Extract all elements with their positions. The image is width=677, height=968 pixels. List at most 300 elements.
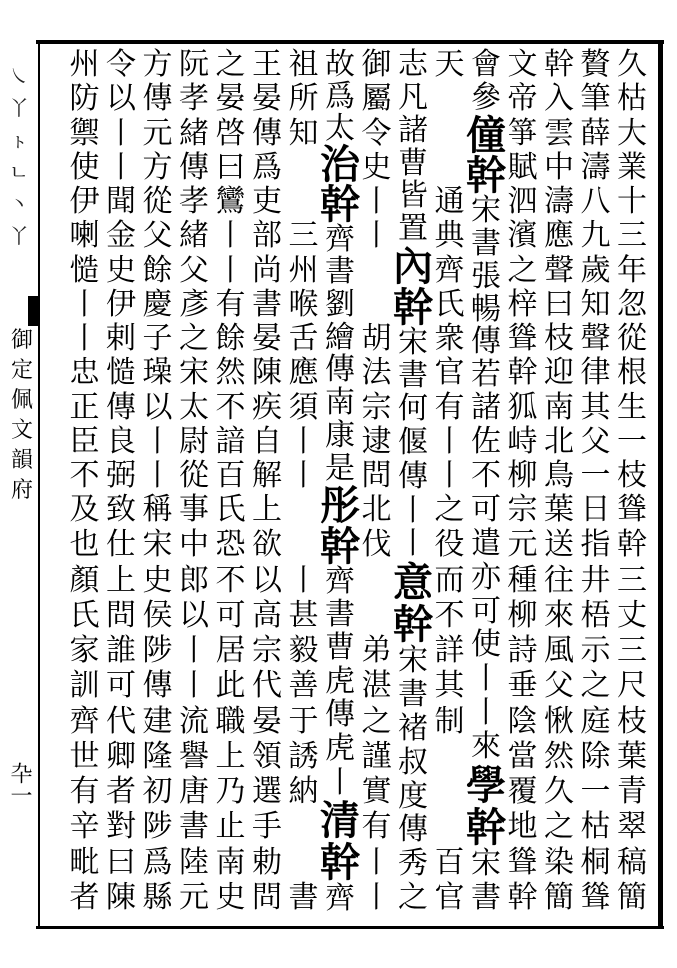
frame-top-rule	[36, 40, 664, 44]
text-char: 陟	[142, 633, 173, 669]
text-char: 之	[580, 668, 611, 704]
text-char: 臣	[69, 423, 100, 459]
text-char: 書	[471, 880, 501, 916]
text-column	[284, 47, 324, 918]
text-char: 郎	[179, 562, 209, 598]
text-char: 可	[215, 597, 246, 633]
text-char: 問	[361, 458, 392, 493]
text-char: 褚	[398, 710, 428, 746]
text-char: 職	[215, 703, 246, 739]
text-char: 璪	[142, 355, 173, 391]
text-char: 丨	[142, 423, 173, 459]
text-char: 從	[142, 184, 173, 219]
text-char: 使	[69, 149, 100, 185]
text-char: 青	[617, 774, 647, 810]
text-char	[357, 566, 397, 601]
text-char: 幹	[507, 355, 538, 391]
edge-glyph: 丶	[9, 192, 29, 216]
edge-glyph: 丫	[9, 96, 29, 120]
text-char: 聲	[580, 321, 611, 356]
text-char: 諸	[471, 390, 501, 426]
text-char: 葉	[617, 738, 647, 774]
text-char: 生	[617, 389, 647, 425]
text-char: 納	[288, 774, 319, 810]
text-char: 法	[361, 355, 392, 391]
text-char: 可	[471, 491, 501, 527]
text-char: 南	[325, 385, 355, 421]
text-char: 一	[580, 458, 611, 493]
text-char: 傳	[325, 697, 355, 733]
text-char	[284, 153, 324, 187]
text-char: 狐	[507, 389, 538, 425]
text-char: 須	[288, 389, 319, 425]
text-char: 以	[106, 81, 136, 117]
headword-char: 意	[393, 559, 433, 607]
text-char: 虎	[325, 730, 355, 766]
text-char: 是	[325, 450, 355, 486]
text-char: 枯	[580, 809, 611, 845]
text-char: 參	[471, 79, 501, 115]
text-char: 宋	[398, 643, 428, 679]
text-char: 書	[179, 809, 209, 845]
text-char: 爲	[252, 149, 282, 185]
text-char: 覆	[507, 774, 538, 810]
text-char: 忽	[617, 286, 647, 322]
text-column	[576, 47, 616, 918]
text-char: 役	[434, 527, 465, 563]
text-char: 齊	[325, 222, 355, 258]
text-char: 剌	[106, 321, 136, 356]
text-char: 丨	[361, 218, 392, 254]
text-char: 祖	[288, 47, 319, 82]
frame-bottom-rule	[36, 926, 664, 929]
text-char: 宋	[179, 355, 209, 391]
text-char: 孝	[179, 81, 209, 117]
text-char: 丨	[215, 218, 246, 254]
edge-glyph: 丫	[9, 224, 29, 248]
text-char: 暢	[471, 291, 501, 327]
text-char: 鸞	[215, 184, 246, 219]
edge-glyph: ㇳ	[9, 128, 29, 152]
text-char: 齊	[434, 252, 465, 288]
text-char: 枯	[617, 81, 647, 117]
text-char: 甚	[288, 597, 319, 633]
text-char: 慶	[142, 286, 173, 322]
text-char	[284, 812, 324, 847]
text-char: 幹	[544, 47, 574, 82]
text-char: 曹	[398, 145, 428, 181]
text-char: 選	[252, 774, 282, 810]
text-char	[430, 84, 470, 118]
text-char: 丨	[434, 423, 465, 459]
text-char: 一	[617, 423, 647, 459]
text-char: 實	[361, 774, 392, 810]
text-char: 當	[507, 738, 538, 774]
text-char: 舌	[288, 321, 319, 356]
text-char: 來	[471, 729, 501, 765]
text-char: 之	[215, 47, 246, 82]
text-char: 書	[398, 358, 428, 394]
text-char: 律	[580, 355, 611, 391]
text-char: 齊	[325, 881, 355, 917]
text-char: 致	[106, 492, 136, 528]
text-char: 晏	[252, 321, 282, 356]
text-char: 應	[544, 218, 574, 254]
text-char: 金	[106, 218, 136, 254]
text-column	[138, 47, 178, 918]
text-char: 箏	[507, 115, 538, 151]
text-char: 晏	[252, 703, 282, 739]
text-char: 爲	[142, 844, 173, 880]
text-char: 日	[580, 492, 611, 528]
text-char: 誰	[106, 633, 136, 669]
text-char	[430, 777, 470, 812]
text-char: 簡	[544, 879, 574, 915]
text-char: 元	[507, 527, 538, 563]
headword-char: 幹	[320, 522, 360, 570]
text-char: 示	[580, 633, 611, 669]
text-char: 帝	[507, 81, 538, 117]
text-char: 地	[507, 809, 538, 845]
headword-char: 治	[320, 141, 360, 189]
text-char: 陳	[252, 355, 282, 391]
text-char: 愀	[544, 703, 574, 739]
text-char: 之	[361, 703, 392, 739]
text-char: 胡	[361, 321, 392, 356]
text-char: 會	[471, 47, 501, 82]
text-char: 大	[617, 115, 647, 151]
text-char: 令	[361, 115, 392, 151]
text-char: 雲	[544, 115, 574, 151]
text-char: 伐	[361, 527, 392, 563]
text-char: 誘	[288, 738, 319, 774]
text-char: 繪	[325, 319, 355, 355]
text-char: 王	[252, 47, 282, 82]
text-char: 宋	[471, 846, 501, 882]
text-char: 氏	[69, 597, 100, 633]
text-char: 喇	[69, 218, 100, 254]
text-char: 部	[252, 218, 282, 254]
text-char: 傳	[471, 324, 501, 360]
text-char: 氏	[434, 286, 465, 322]
text-char: 丨	[361, 879, 392, 915]
margin-title-char: 府	[10, 478, 33, 503]
text-column	[430, 47, 470, 918]
text-char: 官	[434, 879, 465, 915]
margin-edge-glyphs	[4, 60, 34, 252]
text-char: 聳	[580, 879, 611, 915]
text-char: 官	[434, 355, 465, 391]
text-char: 吏	[252, 184, 282, 219]
text-char: 陸	[179, 844, 209, 880]
text-char: 父	[179, 252, 209, 288]
text-char: 此	[215, 668, 246, 704]
text-char: 風	[544, 633, 574, 669]
text-char: 丨	[361, 844, 392, 880]
text-char: 氏	[215, 492, 246, 528]
text-char: 丨	[106, 115, 136, 151]
text-char	[284, 530, 324, 565]
margin-title-char: 御	[10, 328, 33, 353]
text-char: 也	[69, 527, 100, 563]
text-char: 尺	[617, 668, 647, 704]
text-char: 張	[471, 258, 501, 294]
text-char: 丨	[361, 184, 392, 219]
text-char: 有	[434, 389, 465, 425]
text-char: 遣	[471, 525, 501, 561]
text-char: 書	[288, 879, 319, 915]
text-char: 染	[544, 844, 574, 880]
text-column	[466, 47, 506, 918]
text-char: 尚	[252, 252, 282, 288]
text-char: 所	[288, 81, 319, 117]
text-char: 顏	[69, 562, 100, 598]
text-char: 者	[69, 879, 100, 915]
text-char: 久	[617, 47, 647, 82]
text-char: 有	[69, 774, 100, 810]
text-char: 侯	[142, 597, 173, 633]
text-char: 訓	[69, 668, 100, 704]
text-column	[247, 47, 287, 918]
text-char: 方	[142, 149, 173, 185]
text-char: 伊	[69, 184, 100, 219]
text-char: 筆	[580, 81, 611, 117]
text-char: 州	[288, 252, 319, 288]
text-char: 丨	[69, 286, 100, 322]
text-column	[320, 47, 360, 918]
text-char: 疾	[252, 389, 282, 425]
text-char: 書	[471, 225, 501, 261]
text-char: 晏	[252, 81, 282, 117]
text-char: 元	[142, 115, 173, 151]
text-char: 濱	[507, 218, 538, 254]
text-char: 井	[580, 562, 611, 598]
headword-char: 內	[393, 243, 433, 291]
edge-glyph: ㄴ	[9, 160, 29, 184]
page-number: 卆一	[7, 762, 32, 806]
text-char: 其	[434, 668, 465, 704]
text-char: 伊	[106, 286, 136, 322]
text-column	[393, 47, 433, 918]
text-char: 梓	[507, 286, 538, 322]
text-char: 不	[215, 562, 246, 598]
text-char	[284, 848, 324, 883]
text-char: 庭	[580, 703, 611, 739]
text-char: 宗	[252, 633, 282, 669]
text-char: 曰	[106, 844, 136, 880]
text-column	[539, 47, 579, 918]
text-char: 緒	[179, 218, 209, 254]
text-char: 禦	[69, 115, 100, 151]
text-char: 尉	[179, 423, 209, 459]
text-char: 一	[580, 774, 611, 810]
text-char: 謹	[361, 738, 392, 774]
text-char: 善	[288, 668, 319, 704]
text-column	[174, 47, 214, 918]
text-char: 聳	[617, 492, 647, 528]
text-char: 故	[325, 47, 355, 82]
text-char: 者	[106, 774, 136, 810]
text-char: 送	[544, 527, 574, 563]
text-char: 父	[580, 423, 611, 459]
text-char: 志	[398, 47, 428, 82]
text-char: 北	[361, 492, 392, 528]
text-char: 逮	[361, 423, 392, 459]
text-char: 史	[215, 879, 246, 915]
frame-right-rule	[658, 40, 663, 929]
text-char: 史	[361, 149, 392, 185]
text-char: 齊	[69, 703, 100, 739]
text-char: 度	[398, 778, 428, 814]
text-char	[430, 153, 470, 187]
text-char: 鳥	[544, 458, 574, 493]
text-char: 陰	[507, 703, 538, 739]
text-char: 柳	[507, 458, 538, 493]
text-char: 曹	[325, 629, 355, 665]
text-char: 可	[106, 668, 136, 704]
text-char: 若	[471, 357, 501, 393]
text-char: 置	[398, 211, 428, 247]
text-char: 丨	[325, 764, 355, 800]
text-char: 唐	[179, 774, 209, 810]
text-char: 年	[617, 252, 647, 288]
text-char: 偃	[398, 424, 428, 460]
text-char: 上	[252, 492, 282, 528]
headword-char: 學	[466, 762, 506, 810]
text-char: 使	[471, 627, 501, 663]
text-char: 聳	[507, 321, 538, 356]
text-char: 傳	[142, 81, 173, 117]
text-char	[284, 495, 324, 530]
text-char: 辛	[69, 809, 100, 845]
text-char: 弼	[106, 458, 136, 493]
edge-glyph: ㇏	[9, 64, 29, 88]
text-char: 欲	[252, 527, 282, 563]
text-char: 根	[617, 355, 647, 391]
text-char: 領	[252, 738, 282, 774]
text-char: 書	[325, 254, 355, 290]
text-char: 忠	[69, 355, 100, 391]
text-char: 居	[215, 633, 246, 669]
text-char: 皆	[398, 178, 428, 214]
text-char: 止	[215, 809, 246, 845]
text-char: 凡	[398, 79, 428, 115]
text-char: 之	[434, 492, 465, 528]
text-char: 勅	[252, 844, 282, 880]
text-char: 乃	[215, 774, 246, 810]
text-char: 御	[361, 47, 392, 82]
text-char: 慥	[69, 252, 100, 288]
text-char: 宋	[471, 192, 501, 228]
text-char: 入	[544, 81, 574, 117]
text-char: 屬	[361, 81, 392, 117]
text-char: 百	[434, 844, 465, 880]
headword-char: 僮	[466, 111, 506, 159]
text-char: 初	[142, 774, 173, 810]
text-char: 餘	[142, 252, 173, 288]
margin-title-char: 佩	[10, 388, 33, 413]
text-char: 傳	[106, 389, 136, 425]
text-char: 有	[215, 286, 246, 322]
text-char: 不	[471, 458, 501, 494]
text-char: 指	[580, 527, 611, 563]
text-char: 丨	[398, 526, 428, 562]
text-char: 之	[398, 880, 428, 916]
text-char: 彥	[179, 286, 209, 322]
text-char: 以	[252, 562, 282, 598]
text-char: 天	[434, 47, 465, 82]
text-char: 從	[617, 321, 647, 356]
text-char	[430, 742, 470, 777]
text-char: 毗	[69, 844, 100, 880]
text-char: 正	[69, 389, 100, 425]
text-char: 丨	[69, 321, 100, 356]
text-char: 有	[361, 809, 392, 845]
text-char	[357, 256, 397, 290]
text-char: 翠	[617, 809, 647, 845]
text-char: 歲	[580, 252, 611, 288]
text-char: 幹	[617, 527, 647, 563]
text-char: 稿	[617, 844, 647, 880]
text-char: 對	[106, 809, 136, 845]
text-char: 書	[398, 677, 428, 713]
text-char: 曰	[544, 286, 574, 322]
text-char: 阮	[179, 47, 209, 82]
text-char: 喉	[288, 286, 319, 322]
text-char: 秀	[398, 846, 428, 882]
text-char: 稱	[142, 492, 173, 528]
text-char: 傳	[142, 668, 173, 704]
text-char: 之	[507, 252, 538, 288]
text-char: 然	[215, 355, 246, 391]
text-char: 丨	[106, 149, 136, 185]
text-char: 不	[434, 597, 465, 633]
text-char: 仕	[106, 527, 136, 563]
text-char: 詩	[507, 633, 538, 669]
text-char: 佐	[471, 424, 501, 460]
text-char: 問	[252, 879, 282, 915]
text-char: 傳	[325, 352, 355, 388]
text-char: 三	[617, 633, 647, 669]
text-char: 之	[544, 809, 574, 845]
text-char: 恐	[215, 527, 246, 563]
text-char: 宗	[507, 492, 538, 528]
text-char: 虎	[325, 663, 355, 699]
text-char: 何	[398, 391, 428, 427]
text-char: 百	[215, 458, 246, 493]
text-char: 防	[69, 81, 100, 117]
text-char: 父	[544, 668, 574, 704]
text-char: 三	[617, 562, 647, 598]
text-char: 傳	[398, 812, 428, 848]
text-char: 隆	[142, 738, 173, 774]
text-char: 良	[106, 423, 136, 459]
text-char: 湛	[361, 668, 392, 704]
text-char: 子	[142, 321, 173, 356]
text-char: 丨	[288, 423, 319, 459]
text-char: 劉	[325, 286, 355, 322]
text-char: 令	[106, 47, 136, 82]
text-char: 然	[544, 738, 574, 774]
text-char: 垂	[507, 668, 538, 704]
text-char: 濤	[580, 149, 611, 185]
text-char: 丨	[398, 492, 428, 528]
text-char: 高	[252, 597, 282, 633]
text-char: 陟	[142, 809, 173, 845]
text-char: 流	[179, 703, 209, 739]
text-char: 贅	[580, 47, 611, 82]
text-column	[612, 47, 652, 918]
